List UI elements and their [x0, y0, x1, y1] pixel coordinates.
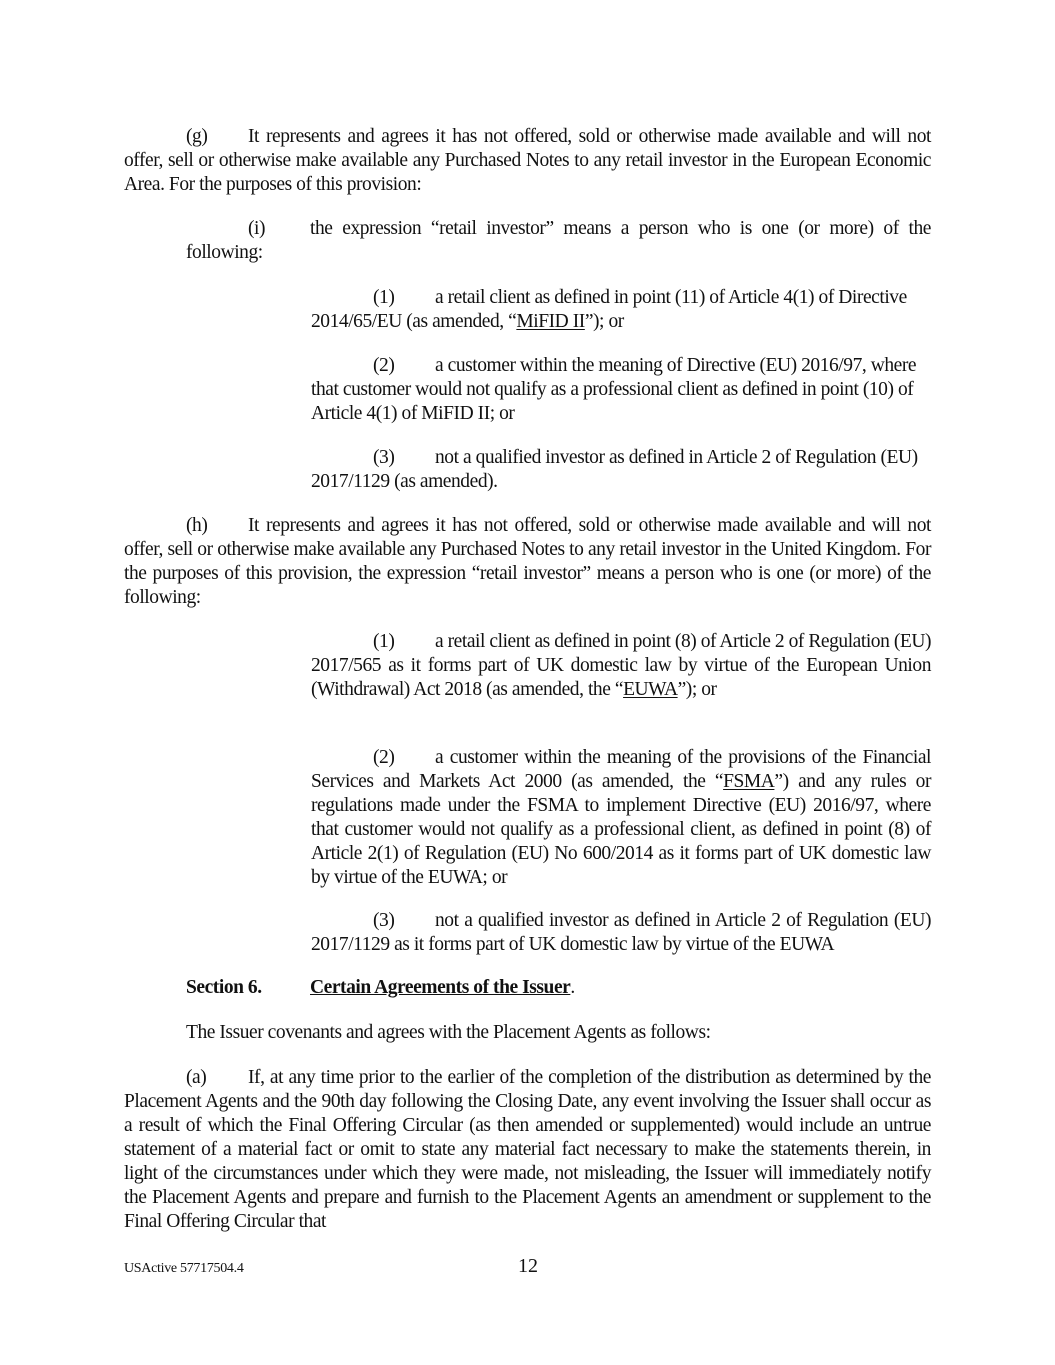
paragraph-h-3: [311, 909, 931, 957]
paragraph-g-i-3: [311, 446, 931, 494]
paragraph-text: not a qualified investor as defined in Article 2 of Regulation (EU) 2017/1129 as it forms part of UK domestic law by virtue of the EUWA: [311, 910, 931, 955]
footer-page-number: 12: [518, 1255, 538, 1277]
section-number: Section 6.: [186, 977, 262, 998]
paragraph-label: (h): [186, 515, 208, 536]
paragraph-text: The Issuer covenants and agrees with the Placement Agents as follows:: [186, 1022, 711, 1043]
paragraph-text: a retail client as defined in point (8) of Article 2 of Regulation (EU) 2017/565 as it forms part of UK domestic law by virtue of the European Union (Withdrawal) Act 2018 (as amended, the “: [311, 631, 932, 700]
paragraph-label: (1): [373, 287, 395, 308]
section-title: Certain Agreements of the Issuer: [310, 977, 571, 998]
paragraph-g: [124, 125, 931, 197]
paragraph-text: It represents and agrees it has not offered, sold or otherwise made available and will not offer, sell or otherwise make available any Purchased Notes to any retail investor in the United Kingdom. For the purposes of this provision, the expression “retail investor” means a person who is one (or more) of the following:: [124, 515, 931, 608]
paragraph-text-end: ”); or: [584, 311, 624, 332]
paragraph-text: a retail client as defined in point (11) of Article 4(1) of Directive 2014/65/EU (as amended, “: [311, 287, 907, 332]
paragraph-g-i-2: [311, 354, 931, 426]
paragraph-text: a customer within the meaning of Directive (EU) 2016/97, where that customer would not qualify as a professional client as defined in point (10) of Article 4(1) of MiFID II; or: [311, 355, 917, 424]
paragraph-text: If, at any time prior to the earlier of the completion of the distribution as determined by the Placement Agents and the 90th day following the Closing Date, any event involving the Issuer shall occur as a result of which the Final Offering Circular (as then amended or supplemented) would include an untrue statement of a material fact or omit to state any material fact necessary to make the statements therein, in light of the circumstances under which they were made, not misleading, the Issuer will immediately notify the Placement Agents and prepare and furnish to the Placement Agents an amendment or supplement to the Final Offering Circular that: [124, 1067, 931, 1232]
paragraph-h-2: [311, 746, 931, 890]
paragraph-label: (1): [373, 631, 395, 652]
paragraph-label: (3): [373, 910, 395, 931]
paragraph-text-end: ”) and any rules or regulations made under the FSMA to implement Directive (EU) 2016/97, where that customer would not qualify as a professional client, as defined in point (8) of Article 2(1) of Regulation (EU) No 600/2014 as it forms part of UK domestic law by virtue of the EUWA; or: [311, 771, 931, 888]
paragraph-label: (g): [186, 126, 208, 147]
paragraph-label: (i): [248, 218, 266, 239]
paragraph-h-1: [311, 630, 931, 702]
section-heading: [186, 976, 575, 1000]
paragraph-text: not a qualified investor as defined in Article 2 of Regulation (EU) 2017/1129 (as amended).: [311, 447, 918, 492]
paragraph-text-end: ”); or: [677, 679, 717, 700]
defined-term-euwa: EUWA: [623, 679, 678, 700]
paragraph-label: (a): [186, 1067, 207, 1088]
paragraph-text: a customer within the meaning of the provisions of the Financial Services and Markets Act 2000 (as amended, the “: [311, 747, 931, 792]
defined-term-mifid-ii: MiFID II: [516, 311, 585, 332]
paragraph-text: It represents and agrees it has not offered, sold or otherwise made available and will not offer, sell or otherwise make available any Purchased Notes to any retail investor in the European Economic Area. For the purposes of this provision:: [124, 126, 931, 195]
section-intro: [186, 1021, 711, 1045]
paragraph-a: [124, 1066, 931, 1234]
paragraph-g-i: [186, 217, 931, 265]
defined-term-fsma: FSMA: [723, 771, 775, 792]
section-title-suffix: .: [570, 977, 575, 998]
paragraph-label: (2): [373, 747, 395, 768]
paragraph-g-i-1: [311, 286, 931, 334]
paragraph-text: the expression “retail investor” means a person who is one (or more) of the following:: [186, 218, 931, 263]
paragraph-label: (2): [373, 355, 395, 376]
paragraph-h: [124, 514, 931, 610]
paragraph-label: (3): [373, 447, 395, 468]
footer-document-id: USActive 57717504.4: [124, 1261, 244, 1276]
